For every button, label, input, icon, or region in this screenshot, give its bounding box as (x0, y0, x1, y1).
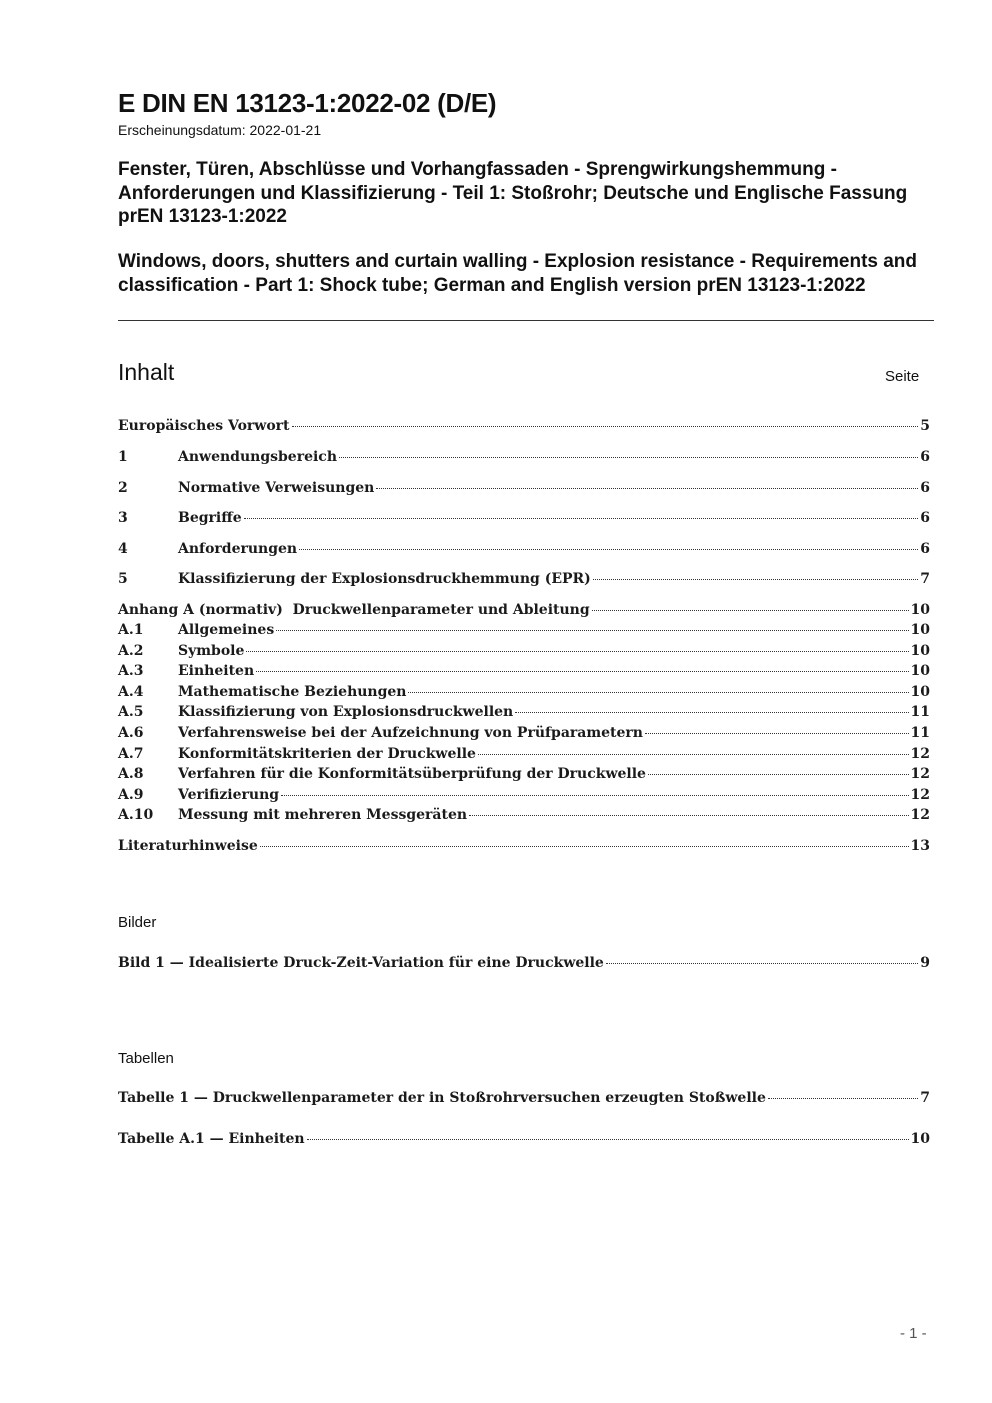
table-entry-a1[interactable] (118, 1131, 930, 1151)
toc-entry-title: Mathematische Beziehungen (178, 684, 407, 700)
toc-entry-page: 6 (920, 510, 930, 526)
toc-entry-number: A.6 (118, 725, 144, 741)
table-entry-title: Tabelle 1 — Druckwellenparameter der in Stoßrohrversuchen erzeugten Stoßwelle (118, 1090, 766, 1106)
toc-entry-number: A.2 (118, 643, 144, 659)
title-divider (118, 320, 934, 321)
toc-entry-page: 10 (910, 684, 930, 700)
table-entry-1[interactable] (118, 1090, 930, 1110)
toc-entry-title: Einheiten (178, 663, 255, 679)
toc-entry-title: Klassifizierung der Explosionsdruckhemmung (EPR) (178, 571, 591, 587)
toc-entry-number: A.8 (118, 766, 144, 782)
toc-entry-title: Europäisches Vorwort (118, 418, 290, 434)
toc-entry-3[interactable] (118, 510, 930, 530)
dot-leader (408, 692, 908, 693)
toc-entry-page: 11 (910, 725, 930, 741)
toc-entry-number: A.7 (118, 746, 144, 762)
toc-entry-number: A.10 (118, 807, 154, 823)
toc-entry-page: 6 (920, 449, 930, 465)
toc-entry-a8[interactable] (118, 766, 930, 786)
toc-entry-page: 10 (910, 643, 930, 659)
toc-entry-a9[interactable] (118, 787, 930, 807)
toc-entry-a3[interactable] (118, 663, 930, 683)
toc-entry-a2[interactable] (118, 643, 930, 663)
table-entry-title: Tabelle A.1 — Einheiten (118, 1131, 305, 1147)
toc-entry-page: 5 (920, 418, 930, 434)
toc-entry-a10[interactable] (118, 807, 930, 827)
toc-entry-page: 6 (920, 480, 930, 496)
toc-entry-number: A.3 (118, 663, 144, 679)
toc-entry-title: Allgemeines (178, 622, 275, 638)
page-column-label: Seite (885, 368, 920, 385)
dot-leader (592, 610, 909, 611)
toc-entry-title: Normative Verweisungen (178, 480, 375, 496)
toc-entry-page: 12 (910, 787, 930, 803)
dot-leader (292, 426, 919, 427)
toc-entry-page: 12 (910, 807, 930, 823)
contents-heading: Inhalt (118, 359, 175, 385)
dot-leader (645, 733, 909, 734)
toc-entry-number: A.4 (118, 684, 144, 700)
dot-leader (606, 963, 918, 964)
toc-entry-page: 7 (920, 571, 930, 587)
toc-entry-annex-a[interactable] (118, 602, 930, 622)
dot-leader (339, 457, 918, 458)
title-english: Windows, doors, shutters and curtain walling - Explosion resistance - Requirements and classification - Part 1: Shock tube; German and English version prEN 13123-1:2022 (118, 251, 918, 296)
tables-heading: Tabellen (118, 1050, 174, 1067)
toc-entry-page: 11 (910, 704, 930, 720)
dot-leader (244, 518, 919, 519)
toc-entry-title: Anhang A (normativ) Druckwellenparameter und Ableitung (118, 602, 590, 618)
dot-leader (648, 774, 909, 775)
toc-entry-title: Anforderungen (178, 541, 298, 557)
figure-entry-page: 9 (920, 955, 930, 971)
title-german: Fenster, Türen, Abschlüsse und Vorhangfassaden - Sprengwirkungshemmung - Anforderungen und Klassifizierung - Teil 1: Stoßrohr; Deutsche und Englische Fassung prEN 13123-1:2022 (118, 159, 908, 227)
dot-leader (478, 754, 909, 755)
toc-entry-number: 5 (118, 571, 128, 587)
dot-leader (276, 630, 908, 631)
dot-leader (299, 549, 918, 550)
toc-entry-title: Verfahren für die Konformitätsüberprüfung der Druckwelle (178, 766, 646, 782)
figure-entry-title: Bild 1 — Idealisierte Druck-Zeit-Variation für eine Druckwelle (118, 955, 604, 971)
dot-leader (256, 671, 908, 672)
toc-entry-a7[interactable] (118, 746, 930, 766)
document-code: E DIN EN 13123-1:2022-02 (D/E) (118, 88, 497, 118)
table-entry-page: 7 (920, 1090, 930, 1106)
dot-leader (515, 712, 908, 713)
toc-entry-bibliography[interactable] (118, 838, 930, 858)
toc-entry-number: A.1 (118, 622, 144, 638)
dot-leader (281, 795, 908, 796)
toc-entry-page: 10 (910, 602, 930, 618)
figure-entry-1[interactable] (118, 955, 930, 975)
toc-entry-number: 4 (118, 541, 128, 557)
figures-heading: Bilder (118, 914, 157, 931)
toc-entry-4[interactable] (118, 541, 930, 561)
toc-entry-title: Symbole (178, 643, 245, 659)
toc-entry-title: Verifizierung (178, 787, 280, 803)
toc-entry-title: Klassifizierung von Explosionsdruckwellen (178, 704, 514, 720)
dot-leader (246, 651, 908, 652)
toc-entry-number: 2 (118, 480, 128, 496)
toc-entry-number: 1 (118, 449, 128, 465)
toc-entry-page: 10 (910, 663, 930, 679)
toc-entry-a5[interactable] (118, 704, 930, 724)
toc-entry-title: Anwendungsbereich (178, 449, 337, 465)
toc-entry-foreword[interactable] (118, 418, 930, 438)
toc-entry-page: 12 (910, 746, 930, 762)
toc-entry-title: Literaturhinweise (118, 838, 258, 854)
toc-entry-a4[interactable] (118, 684, 930, 704)
toc-entry-title: Verfahrensweise bei der Aufzeichnung von Prüfparametern (178, 725, 643, 741)
table-entry-page: 10 (910, 1131, 930, 1147)
toc-entry-a1[interactable] (118, 622, 930, 642)
toc-entry-number: A.9 (118, 787, 144, 803)
toc-entry-number: 3 (118, 510, 128, 526)
toc-entry-number: A.5 (118, 704, 144, 720)
toc-entry-2[interactable] (118, 480, 930, 500)
toc-entry-page: 6 (920, 541, 930, 557)
dot-leader (260, 846, 909, 847)
dot-leader (307, 1139, 909, 1140)
toc-entry-1[interactable] (118, 449, 930, 469)
toc-entry-page: 12 (910, 766, 930, 782)
dot-leader (593, 579, 918, 580)
dot-leader (469, 815, 908, 816)
toc-entry-title: Begriffe (178, 510, 242, 526)
toc-entry-a6[interactable] (118, 725, 930, 745)
toc-entry-5[interactable] (118, 571, 930, 591)
dot-leader (376, 488, 918, 489)
page-number: - 1 - (900, 1325, 927, 1342)
publication-date: Erscheinungsdatum: 2022-01-21 (118, 122, 322, 138)
toc-entry-title: Konformitätskriterien der Druckwelle (178, 746, 476, 762)
dot-leader (768, 1098, 918, 1099)
toc-entry-page: 10 (910, 622, 930, 638)
toc-entry-page: 13 (910, 838, 930, 854)
toc-entry-title: Messung mit mehreren Messgeräten (178, 807, 468, 823)
